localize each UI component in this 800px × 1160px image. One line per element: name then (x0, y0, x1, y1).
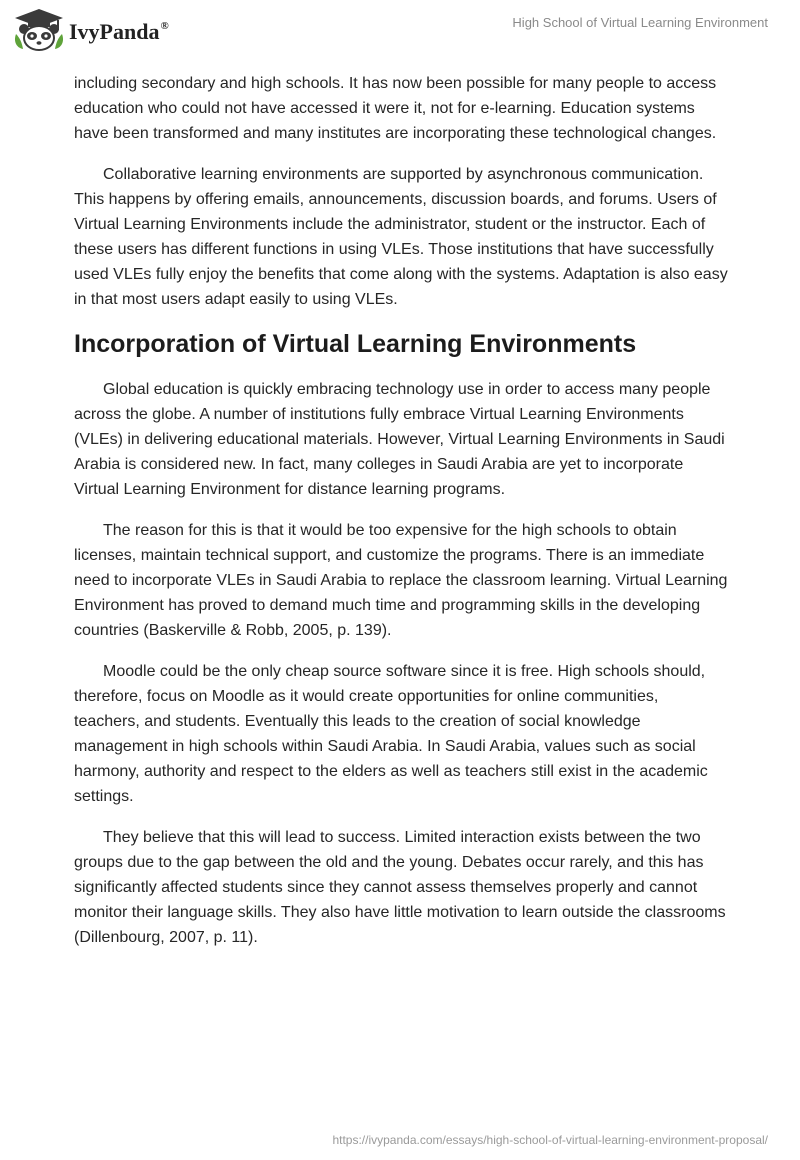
source-url-link[interactable]: https://ivypanda.com/essays/high-school-of-virtual-learning-environment-proposal/ (332, 1133, 768, 1147)
ivypanda-logo[interactable] (13, 8, 169, 52)
body-paragraph: including secondary and high schools. It has now been possible for many people to access education who could not have accessed it were it, not for e-learning. Education systems have been transformed and many institutes are incorporating these technological changes. (74, 75, 717, 142)
body-paragraph: Moodle could be the only cheap source software since it is free. High schools should, therefore, focus on Moodle as it would create opportunities for online communities, teachers, and students. Eventually this leads to the creation of social knowledge management in high schools within Saudi Arabia. In Saudi Arabia, values such as social harmony, authority and respect to the elders as well as teachers still exist in the academic settings. (74, 663, 708, 805)
body-paragraph: Global education is quickly embracing technology use in order to access many people across the globe. A number of institutions fully embrace Virtual Learning Environments (VLEs) in delivering educational materials. However, Virtual Learning Environments in Saudi Arabia is considered new. In fact, many colleges in Saudi Arabia are yet to incorporate Virtual Learning Environment for distance learning programs. (74, 381, 725, 498)
body-paragraph: Collaborative learning environments are supported by asynchronous communication. This happens by offering emails, announcements, discussion boards, and forums. Users of Virtual Learning Environments include the administrator, student or the instructor. Each of these users has different functions in using VLEs. Those institutions that have successfully used VLEs fully enjoy the benefits that come along with the systems. Adaptation is also easy in that most users adapt easily to using VLEs. (74, 166, 728, 308)
essay-body (74, 71, 728, 966)
logo-text: IvyPanda (69, 19, 160, 44)
body-paragraph: They believe that this will lead to success. Limited interaction exists between the two groups due to the gap between the old and the young. Debates occur rarely, and this has significantly affected students since they cannot assess themselves properly and cannot monitor their language skills. They also have little motivation to learn outside the classrooms (Dillenbourg, 2007, p. 11). (74, 829, 726, 946)
panda-graduation-cap-icon (13, 8, 65, 52)
section-heading: Incorporation of Virtual Learning Environments (74, 330, 637, 358)
body-paragraph: The reason for this is that it would be too expensive for the high schools to obtain licenses, maintain technical support, and customize the programs. There is an immediate need to incorporate VLEs in Saudi Arabia to replace the classroom learning. Virtual Learning Environment has proved to demand much time and programming skills in the developing countries (Baskerville & Robb, 2005, p. 139). (74, 522, 728, 639)
page-header-title: High School of Virtual Learning Environment (512, 15, 768, 30)
logo-wordmark (69, 19, 169, 45)
registered-mark: ® (160, 20, 169, 32)
